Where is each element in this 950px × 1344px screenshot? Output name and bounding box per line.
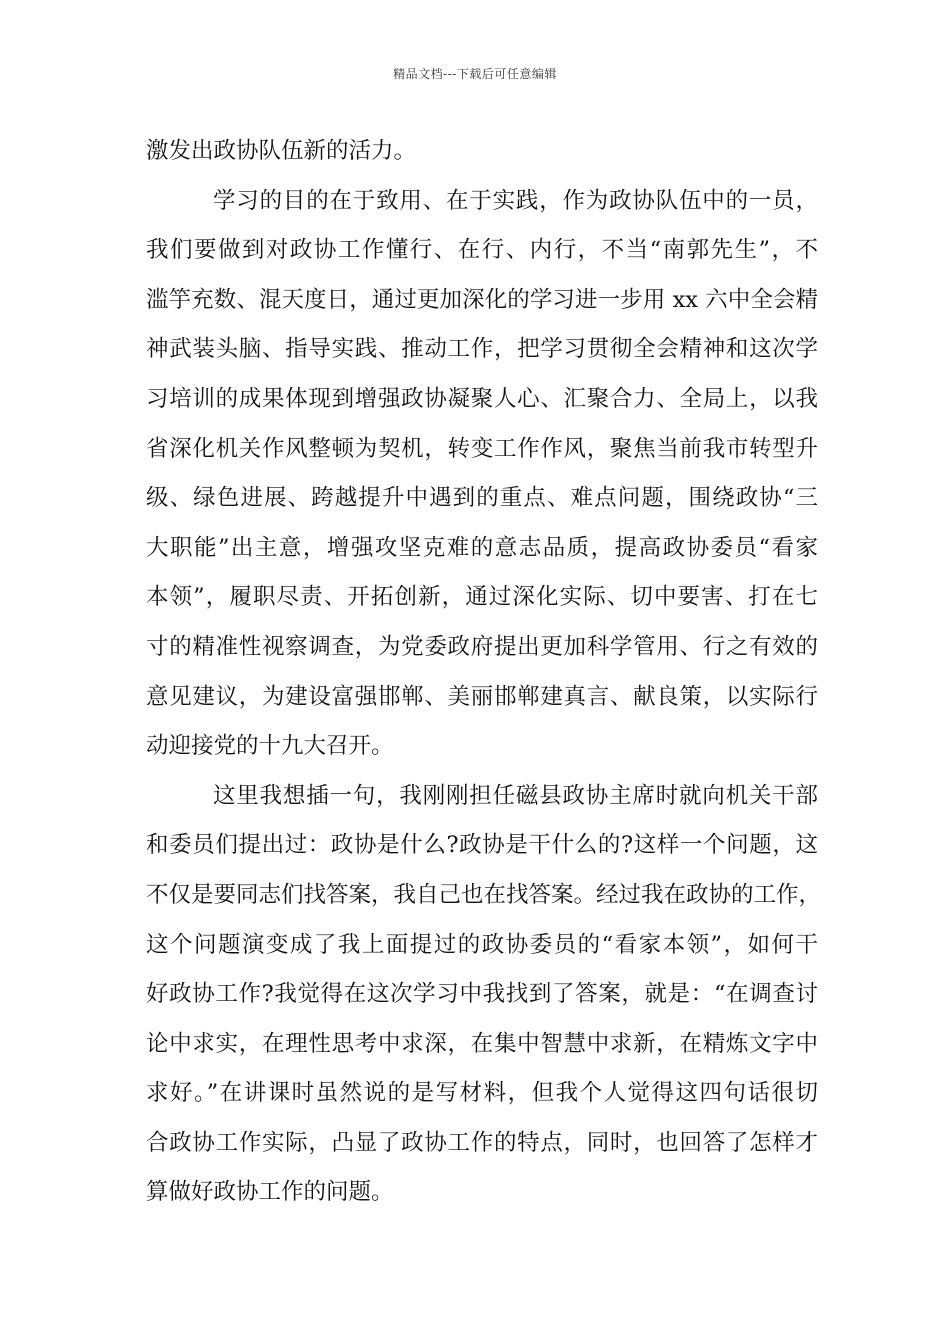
text-line: 大职能”出主意，增强攻坚克难的意志品质，提高政协委员“看家 — [146, 534, 818, 561]
text-line: 这个问题演变成了我上面提过的政协委员的“看家本领”，如何干 — [146, 931, 818, 958]
text-line: 论中求实，在理性思考中求深，在集中智慧中求新，在精炼文字中 — [146, 1030, 818, 1057]
paragraph-2 — [146, 177, 818, 772]
text-line: 动迎接党的十九大召开。 — [146, 733, 394, 760]
text-line: 神武装头脑、指导实践、推动工作，把学习贯彻全会精神和这次学 — [146, 336, 818, 363]
document-body — [146, 127, 822, 1218]
text-line: 合政协工作实际，凸显了政协工作的特点，同时，也回答了怎样才 — [146, 1129, 818, 1156]
text-line: 激发出政协队伍新的活力。 — [146, 138, 417, 164]
text-line: 好政协工作?我觉得在这次学习中我找到了答案，就是：“在调查讨 — [146, 981, 818, 1008]
text-line: 学习的目的在于致用、在于实践，作为政协队伍中的一员， — [213, 187, 818, 214]
text-line: 我们要做到对政协工作懂行、在行、内行，不当“南郭先生”，不 — [146, 237, 818, 264]
text-line: 意见建议，为建设富强邯郸、美丽邯郸建真言、献良策，以实际行 — [146, 683, 818, 710]
text-line: 不仅是要同志们找答案，我自己也在找答案。经过我在政协的工作， — [146, 881, 822, 908]
text-line: 滥竽充数、混天度日，通过更加深化的学习进一步用 xx 六中全会精 — [146, 286, 818, 313]
text-line: 省深化机关作风整顿为契机，转变工作作风，聚焦当前我市转型升 — [146, 435, 818, 462]
text-line: 习培训的成果体现到增强政协凝聚人心、汇聚合力、全局上，以我 — [146, 385, 818, 412]
paragraph-3 — [146, 772, 822, 1218]
text-line: 和委员们提出过：政协是什么?政协是干什么的?这样一个问题，这 — [146, 832, 818, 859]
page-header: 精品文档---下载后可任意编辑 — [393, 67, 557, 81]
text-line: 求好。”在讲课时虽然说的是写材料，但我个人觉得这四句话很切 — [146, 1080, 818, 1107]
paragraph-1 — [146, 127, 818, 177]
text-line: 本领”，履职尽责、开拓创新，通过深化实际、切中要害、打在七 — [146, 584, 818, 611]
text-line: 级、绿色进展、跨越提升中遇到的重点、难点问题，围绕政协“三 — [146, 485, 818, 512]
text-line: 寸的精准性视察调查，为党委政府提出更加科学管用、行之有效的 — [146, 633, 818, 660]
text-line: 这里我想插一句，我刚刚担任磁县政协主席时就向机关干部 — [213, 782, 818, 809]
text-line: 算做好政协工作的问题。 — [146, 1179, 394, 1206]
